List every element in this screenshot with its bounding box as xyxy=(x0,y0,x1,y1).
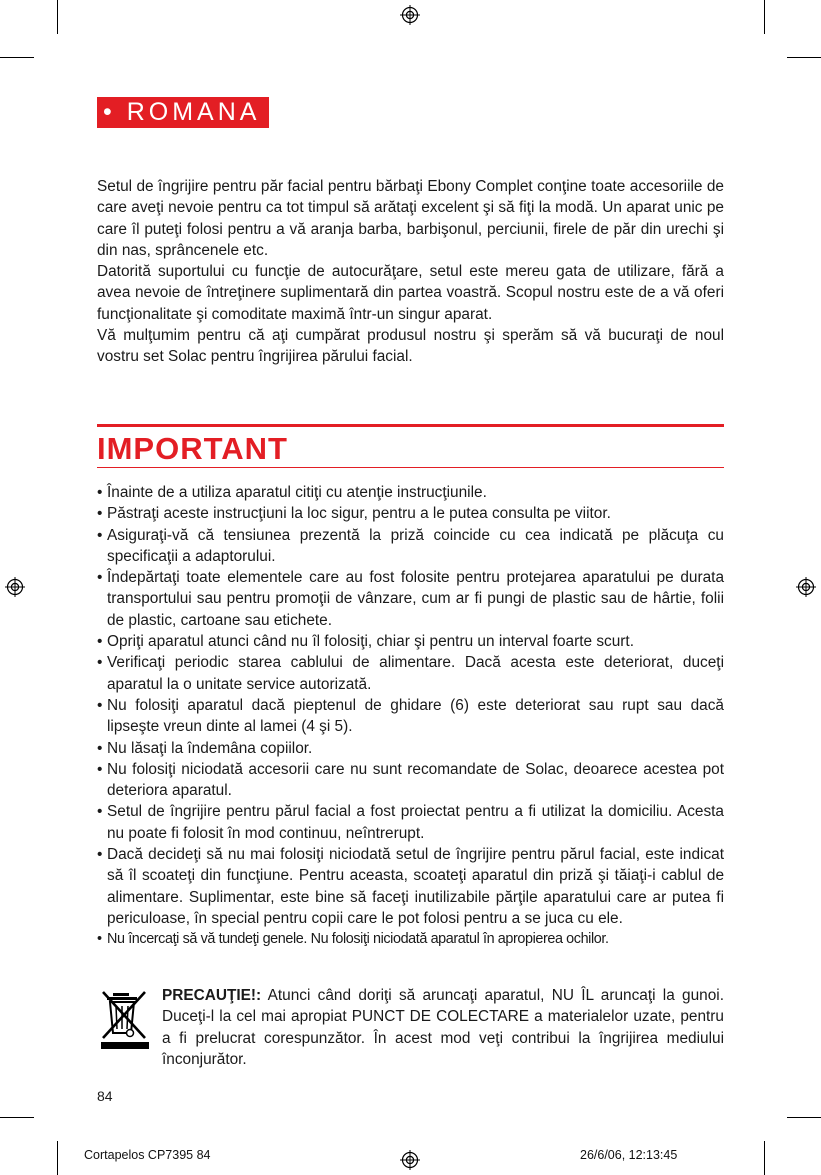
list-item: • Dacă decideţi să nu mai folosiţi niciodată setul de îngrijire pentru părul facial, este indicat să îl scoateţi din funcţiune. Pentru aceasta, scoateţi aparatul din priză şi tăiaţi-i cablul de alimentare. Suplimentar, este bine să faceţi inutilizabile părţile aparatului care ar putea fi periculoase, în special pentru copii care le pot folosi pentru a se juca cu ele. xyxy=(97,844,724,929)
crossed-out-bin-icon xyxy=(99,988,151,1050)
important-heading: IMPORTANT xyxy=(97,431,288,466)
list-item: • Nu lăsaţi la îndemâna copiilor. xyxy=(97,738,724,759)
crop-mark xyxy=(57,0,58,34)
list-item: • Nu încercaţi să vă tundeţi genele. Nu folosiţi niciodată aparatul în apropierea ochilor. xyxy=(97,929,724,950)
list-item: • Opriţi aparatul atunci când nu îl folosiţi, chiar şi pentru un interval foarte scurt. xyxy=(97,631,724,652)
crop-mark xyxy=(787,1117,821,1118)
crop-mark xyxy=(57,1141,58,1175)
language-banner: • ROMANA xyxy=(97,97,269,128)
section-rule xyxy=(97,467,724,468)
footer-file-label: Cortapelos CP7395 84 xyxy=(84,1148,211,1162)
registration-mark-icon xyxy=(400,5,420,25)
section-rule xyxy=(97,424,724,427)
safety-instructions-list xyxy=(97,482,724,951)
list-item: • Asiguraţi-vă că tensiunea prezentă la priză coincide cu cea indicată pe plăcuţa cu specificaţii a adaptorului. xyxy=(97,525,724,568)
list-item: • Înainte de a utiliza aparatul citiţi cu atenţie instrucţiunile. xyxy=(97,482,724,503)
footer-timestamp: 26/6/06, 12:13:45 xyxy=(580,1148,678,1162)
intro-text xyxy=(97,176,724,368)
crop-mark xyxy=(0,1117,34,1118)
precaution-note xyxy=(162,985,724,1070)
crop-mark xyxy=(764,1141,765,1175)
intro-paragraph: Datorită suportului cu funcţie de autocurăţare, setul este mereu gata de utilizare, fără a avea nevoie de întreţinere suplimentară din partea voastră. Scopul nostru este de a vă oferi funcţionalitate şi comoditate maximă într-un singur aparat. xyxy=(97,263,724,323)
list-item: • Nu folosiţi niciodată accesorii care nu sunt recomandate de Solac, deoarece acestea pot deteriora aparatul. xyxy=(97,759,724,802)
crop-mark xyxy=(787,57,821,58)
list-item: • Verificaţi periodic starea cablului de alimentare. Dacă acesta este deteriorat, duceţi aparatul la o unitate service autorizată. xyxy=(97,652,724,695)
list-item: • Păstraţi aceste instrucţiuni la loc sigur, pentru a le putea consulta pe viitor. xyxy=(97,503,724,524)
page-number: 84 xyxy=(97,1088,113,1104)
list-item: • Îndepărtaţi toate elementele care au fost folosite pentru protejarea aparatului pe durata transportului sau pentru promoţii de vânzare, cum ar fi pungi de plastic sau de hârtie, folii de plastic, cartoane sau etichete. xyxy=(97,567,724,631)
crop-mark xyxy=(0,57,34,58)
intro-paragraph: Setul de îngrijire pentru păr facial pentru bărbaţi Ebony Complet conţine toate accesoriile de care aveţi nevoie pentru ca tot timpul să arătaţi excelent şi să fiţi la modă. Un aparat unic pe care îl puteţi folosi pentru a vă aranja barba, barbişonul, perciunii, firele de păr din urechi şi din nas, sprâncenele etc. xyxy=(97,178,724,259)
precaution-text: Atunci când doriţi să aruncaţi aparatul, NU ÎL aruncaţi la gunoi. Duceţi-l la cel mai apropiat PUNCT DE COLECTARE a materialelor uzate, pentru a fi prelucrat corespunzător. În acest mod veţi contribui la îngrijirea mediului înconjurător. xyxy=(162,987,724,1068)
crop-mark xyxy=(764,0,765,34)
intro-paragraph: Vă mulţumim pentru că aţi cumpărat produsul nostru şi sperăm să vă bucuraţi de noul vostru set Solac pentru îngrijirea părului facial. xyxy=(97,327,724,366)
registration-mark-icon xyxy=(5,577,25,597)
registration-mark-icon xyxy=(796,577,816,597)
registration-mark-icon xyxy=(400,1150,420,1170)
precaution-label: PRECAUŢIE!: xyxy=(162,987,262,1004)
list-item: • Setul de îngrijire pentru părul facial a fost proiectat pentru a fi utilizat la domiciliu. Acesta nu poate fi folosit în mod continuu, neîntrerupt. xyxy=(97,801,724,844)
list-item: • Nu folosiţi aparatul dacă pieptenul de ghidare (6) este deteriorat sau rupt sau dacă lipseşte vreun dinte al lamei (4 şi 5). xyxy=(97,695,724,738)
